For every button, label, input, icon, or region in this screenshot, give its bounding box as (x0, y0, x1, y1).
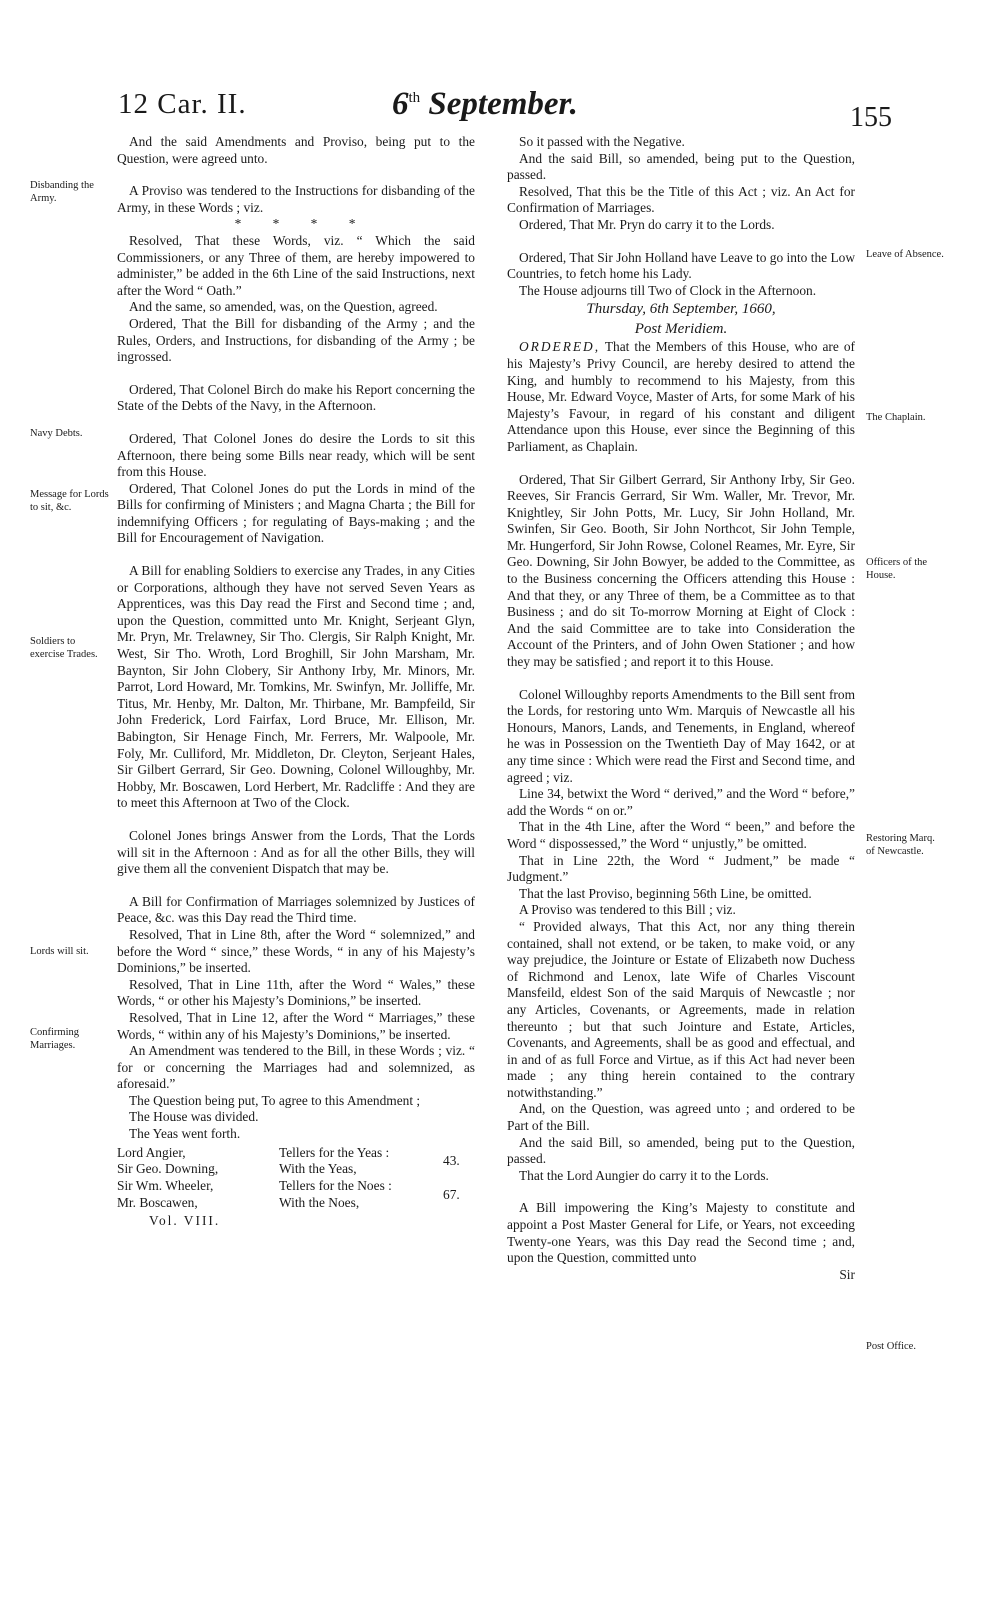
entry-paragraph: Resolved, That in Line 12, after the Word “ Marriages,” these Words, “ within any of his Majesty’s Dominions,” be inserted. (117, 1009, 475, 1042)
entry-paragraph: That in Line 22th, the Word “ Judment,” be made “ Judgment.” (507, 852, 855, 885)
ordered-caps: ORDERED, (519, 339, 601, 355)
entry-paragraph: Ordered, That Mr. Pryn do carry it to the Lords. (519, 216, 775, 232)
teller-name: Sir Wm. Wheeler, (117, 1177, 214, 1193)
tellers-block (117, 1145, 475, 1213)
entry-paragraph: That the Lord Aungier do carry it to the Lords. (519, 1167, 769, 1183)
entry-paragraph: Ordered, That Colonel Birch do make his Report concerning the State of the Debts of the Navy, in the Afternoon. (117, 381, 475, 414)
entry-paragraph: A Bill for enabling Soldiers to exercise any Trades, in any Cities or Corporations, although they have not served Seven Years as Apprentices, was this Day read the First and Second time ; and, upon the Question, committed unto Mr. Knight, Serjeant Glyn, Mr. Pryn, Mr. Trelawney, Sir Tho. Clergis, Sir Ralph Knight, Mr. West, Sir Tho. Wroth, Lord Broghill, Sir John Marsham, Mr. Baynton, Sir John Clobery, Sir Anthony Irby, Mr. Minors, Mr. Parrot, Lord Howard, Mr. Tomkins, Mr. Swinfyn, Mr. Jolliffe, Mr. Titus, Mr. Henby, Mr. Dalton, Mr. Thirbane, Mr. Bampfeild, Sir John Frederick, Lord Fairfax, Lord Bruce, Mr. Ellison, Mr. Babington, Sir Henage Finch, Mr. Ferrers, Mr. Walpoole, Mr. Foly, Mr. Culliford, Mr. Middleton, Dr. Cleyton, Serjeant Hales, Sir Gilbert Gerrard, Sir Geo. Downing, Colonel Willoughby, Mr. Hobby, Mr. Boscawen, Lord Herbert, Mr. Radcliffe : And they are to meet this Afternoon at Two of the Clock. (117, 563, 475, 811)
margin-note-soldiers-trades: Soldiers to exercise Trades. (30, 636, 98, 660)
entry-paragraph: Ordered, That Colonel Jones do desire the Lords to sit this Afternoon, there being some Bills near ready, which will be sent from this House. (117, 430, 475, 480)
sitting-session: Post Meridiem. (634, 321, 728, 338)
tellers-noes-label: Tellers for the Noes : (279, 1177, 392, 1193)
margin-note-navy-debts: Navy Debts. (30, 428, 83, 439)
entry-paragraph: Ordered, That the Bill for disbanding of the Army ; and the Rules, Orders, and Instructions, for disbanding of the Army ; be ingrossed. (117, 315, 475, 365)
entry-paragraph: The Yeas went forth. (129, 1126, 241, 1142)
margin-note-confirming-marriages: Confirming Marriages. (30, 1027, 79, 1051)
margin-note-post-office: Post Office. (866, 1341, 916, 1352)
margin-note-chaplain: The Chaplain. (866, 412, 926, 423)
entry-paragraph: A Proviso was tendered to the Instructions for disbanding of the Army, in these Words ; viz. (117, 183, 475, 215)
teller-name: Lord Angier, (117, 1144, 186, 1160)
entry-paragraph: A Bill for Confirmation of Marriages solemnized by Justices of Peace, &c. was this Day read the Third time. (117, 893, 475, 926)
margin-note-message-lords: Message for Lords to sit, &c. (30, 489, 109, 513)
entry-paragraph: Ordered, That Sir Gilbert Gerrard, Sir Anthony Irby, Sir Geo. Reeves, Sir Francis Gerrard, Sir Wm. Waller, Mr. Trevor, Mr. Knightley, Sir John Potts, Mr. Lucy, Sir John Holland, Mr. Swinfen, Sir Geo. Booth, Sir John Northcot, Sir John Temple, Mr. Hungerford, Sir John Rowse, Colonel Reames, Mr. Eyre, Sir Geo. Downing, Sir John Bowyer, be added to the Committee, as to the Business concerning the Officers attending this House : And that they, or any Three of them, be a Committee as to that Business ; and do sit To-morrow Morning at Eight of Clock : And the said Committee are to take into Consideration the Account of the Printers, and of John Owen Stationer ; and how they may be satisfied ; and report it to this House. (507, 471, 855, 670)
entry-paragraph: And the said Bill, so amended, being put to the Question, passed. (507, 150, 855, 183)
entry-text: That the Members of this House, who are of his Majesty’s Privy Council, are hereby desired to attend the King, and humbly to recommend to his Majesty, from this House, Mr. Edward Voyce, Master of Arts, for some Mark of his Majesty’s Favour, in regard of his constant and diligent Attendance upon this House, ever since the Beginning of this Parliament, as Chaplain. (507, 339, 855, 454)
entry-paragraph: And the said Amendments and Proviso, being put to the Question, were agreed unto. (117, 134, 475, 166)
date-suffix: th (408, 90, 421, 106)
with-noes-label: With the Noes, (279, 1194, 360, 1210)
regnal-year: 12 Car. II. (118, 88, 247, 120)
entry-paragraph: That the last Proviso, beginning 56th Line, be omitted. (519, 885, 812, 901)
yeas-count: 43. (443, 1152, 460, 1168)
entry-paragraph: And the same, so amended, was, on the Question, agreed. (129, 299, 438, 315)
page-number: 155 (850, 102, 892, 133)
tellers-yeas-label: Tellers for the Yeas : (279, 1144, 390, 1160)
entry-paragraph: An Amendment was tendered to the Bill, in these Words ; viz. “ for or concerning the Marriages had and solemnized, as aforesaid.” (117, 1043, 475, 1092)
left-column (117, 134, 475, 1229)
entry-paragraph: Resolved, That in Line 11th, after the Word “ Wales,” these Words, “ or other his Majesty’s Dominions,” be inserted. (117, 976, 475, 1009)
volume-signature: Vol. VIII. (149, 1212, 221, 1228)
margin-note-restoring-newcastle: Restoring Marq. of Newcastle. (866, 833, 935, 857)
entry-paragraph: And, on the Question, was agreed unto ; and ordered to be Part of the Bill. (507, 1101, 855, 1134)
adjournment-notice: The House adjourns till Two of Clock in the Afternoon. (519, 282, 817, 298)
catchword: Sir (839, 1266, 855, 1282)
entry-paragraph: The House was divided. (129, 1109, 259, 1125)
entry-paragraph: Colonel Jones brings Answer from the Lords, That the Lords will sit in the Afternoon : And as for all the other Bills, they will give them all the convenient Dispatch that may be. (117, 827, 475, 877)
page-header (0, 88, 992, 138)
entry-paragraph: A Bill impowering the King’s Majesty to constitute and appoint a Post Master General for Life, or Years, not exceeding Twenty-one Years, was this Day read the Second time ; and, upon the Question, committed unto (507, 1200, 855, 1266)
right-column (507, 134, 855, 1283)
teller-name: Mr. Boscawen, (117, 1194, 198, 1210)
entry-paragraph: A Proviso was tendered to this Bill ; viz. (519, 902, 736, 918)
margin-note-lords-sit: Lords will sit. (30, 946, 89, 957)
teller-name: Sir Geo. Downing, (117, 1160, 219, 1176)
entry-paragraph: Resolved, That in Line 8th, after the Word “ solemnized,” and before the Word “ since,” these Words, “ in any of his Majesty’s Dominions,” be inserted. (117, 926, 475, 976)
page-date (392, 86, 578, 123)
entry-paragraph: So it passed with the Negative. (519, 134, 685, 149)
entry-paragraph: That in the 4th Line, after the Word “ been,” and before the Word “ dispossessed,” the Word “ unjustly,” be omitted. (507, 819, 855, 851)
entry-paragraph: Resolved, That this be the Title of this Act ; viz. An Act for Confirmation of Marriages. (507, 183, 855, 216)
margin-note-disbanding: Disbanding the Army. (30, 180, 94, 204)
date-month: September. (428, 86, 578, 122)
with-yeas-label: With the Yeas, (279, 1160, 357, 1176)
entry-paragraph: Ordered, That Colonel Jones do put the Lords in mind of the Bills for confirming of Ministers ; and Magna Charta ; the Bill for indemnifying Officers ; for regulating of Bays-making ; and the Bill for Encouragement of Navigation. (117, 480, 475, 546)
entry-paragraph: Line 34, betwixt the Word “ derived,” and the Word “ before,” add the Words “ on or.” (507, 786, 855, 818)
sitting-date: Thursday, 6th September, 1660, (586, 301, 776, 318)
sitting-heading (507, 299, 855, 339)
omission-stars: * * * * (234, 216, 370, 232)
noes-count: 67. (443, 1186, 460, 1202)
entry-paragraph: Resolved, That these Words, viz. “ Which the said Commissioners, or any Three of them, are hereby impowered to administer,” be added in the 6th Line of the said Instructions, next after the Word “ Oath.” (117, 232, 475, 298)
entry-paragraph: The Question being put, To agree to this Amendment ; (129, 1092, 421, 1108)
entry-paragraph: Colonel Willoughby reports Amendments to the Bill sent from the Lords, for restoring unto Wm. Marquis of Newcastle all his Honours, Manors, Lands, and Tenements, in England, whereof he was in Possession on the Twentieth Day of May 1642, or at any time since : Which were read the First and Second time, and agreed ; viz. (507, 686, 855, 785)
margin-note-officers-house: Officers of the House. (866, 557, 928, 581)
entry-paragraph: “ Provided always, That this Act, nor any thing therein contained, shall not extend, or be taken, to make void, or any way prejudice, the Jointure or Estate of Elizabeth now Duchess of Richmond and Lenox, late Wife of Charles Viscount Mansfeild, eldest Son of the said Marquis of Newcastle ; nor any Articles, Covenants, or Agreements, made in relation thereunto ; but that such Jointure and Estate, Articles, Covenants, and Agreements, shall be as good and effectual, and in and of as full Force and Virtue, as if this Act had never been made ; any thing herein contained to the contrary notwithstanding.” (507, 918, 855, 1100)
entry-paragraph: And the said Bill, so amended, being put to the Question, passed. (507, 1134, 855, 1167)
entry-paragraph: Ordered, That Sir John Holland have Leave to go into the Low Countries, to fetch home his Lady. (507, 249, 855, 282)
entry-paragraph (507, 339, 855, 455)
date-day: 6 (392, 86, 409, 122)
margin-note-leave-absence: Leave of Absence. (866, 249, 944, 260)
